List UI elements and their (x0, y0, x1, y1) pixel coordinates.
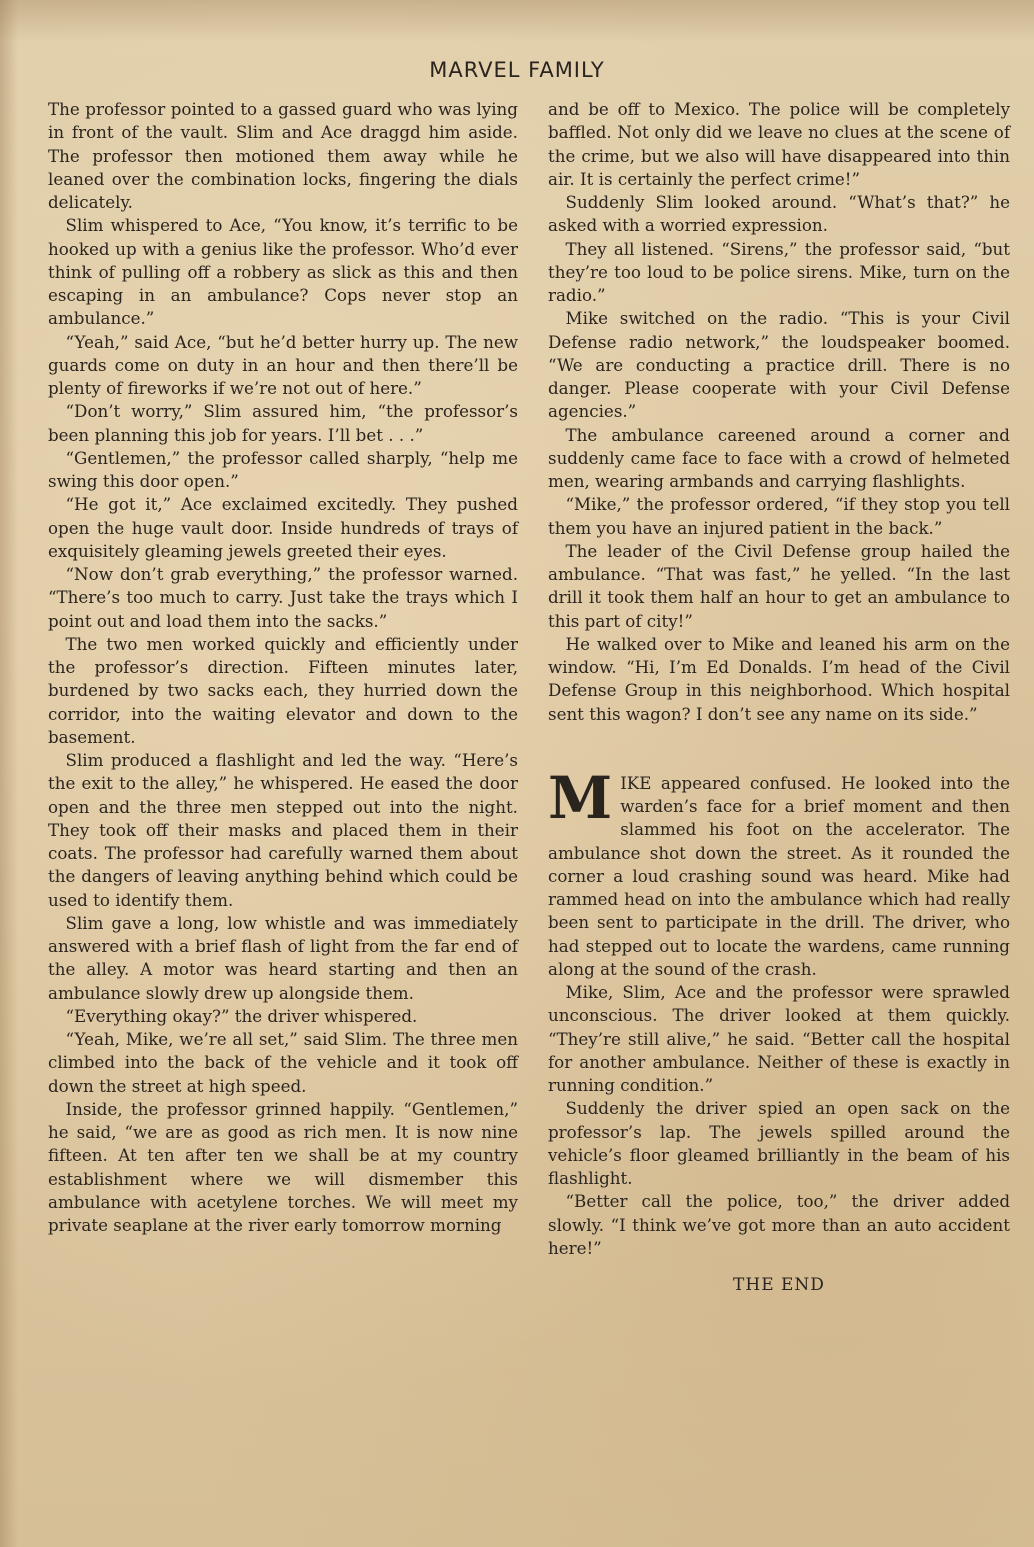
drop-cap: M (548, 763, 613, 832)
paragraph: Suddenly the driver spied an open sack on the professor’s lap. The jewels spilled around the vehicle’s floor gleamed brilliantly in the beam of his flashlight. (548, 1098, 1010, 1188)
paragraph: The professor pointed to a gassed guard who was lying in front of the vault. Slim and Ace draggd him aside. The professor then motioned them away while he leaned over the combination locks, fingering the dials delicately. (48, 99, 518, 212)
paragraph: “Now don’t grab everything,” the professor warned. “There’s too much to carry. Just take the trays which I point out and load them into the sacks.” (48, 564, 518, 631)
page-header: MARVEL FAMILY (429, 58, 605, 82)
paragraph: The two men worked quickly and efficiently under the professor’s direction. Fifteen minutes later, burdened by two sacks each, they hurried down the corridor, into the waiting elevator and down to the basement. (48, 633, 518, 747)
paragraph: “Mike,” the professor ordered, “if they stop you tell them you have an injured patient in the back.” (548, 494, 1010, 538)
paragraph: “He got it,” Ace exclaimed excitedly. They pushed open the huge vault door. Inside hundreds of trays of exquisitely gleaming jewels greeted their eyes. (48, 494, 518, 561)
paragraph: Slim produced a flashlight and led the way. “Here’s the exit to the alley,” he whispered. He eased the door open and the three men stepped out into the night. They took off their masks and placed them in their coats. The professor had carefully warned them about the dangers of leaving anything behind which could be used to identify them. (48, 750, 518, 910)
paragraph: “Better call the police, too,” the driver added slowly. “I think we’ve got more than an auto accident here!” (548, 1191, 1010, 1258)
left-column (48, 98, 518, 1237)
paragraph: Slim gave a long, low whistle and was immediately answered with a brief flash of light from the far end of the alley. A motor was heard starting and then an ambulance slowly drew up alongside them. (48, 912, 518, 1003)
paragraph: Slim whispered to Ace, “You know, it’s terrific to be hooked up with a genius like the professor. Who’d ever think of pulling off a robbery as slick as this and then escaping in an ambulance? Cops never stop an ambulance.” (48, 215, 518, 329)
paragraph-text: IKE appeared confused. He looked into the warden’s face for a brief moment and then slammed his foot on the accelerator. The ambulance shot down the street. As it rounded the corner a loud crashing sound was heard. Mike had rammed head on into the ambulance which had really been sent to participate in the drill. The driver, who had stepped out to locate the wardens, came running along at the sound of the crash. (548, 772, 1010, 979)
paragraph: The leader of the Civil Defense group hailed the ambulance. “That was fast,” he yelled. “In the last drill it took them half an hour to get an ambulance to this part of city!” (548, 540, 1010, 631)
paragraph: and be off to Mexico. The police will be completely baffled. Not only did we leave no clues at the scene of the crime, but we also will have disappeared into thin air. It is certainly the perfect crime!” (548, 99, 1010, 189)
section-break (548, 726, 1010, 772)
paragraph: Inside, the professor grinned happily. “Gentlemen,” he said, “we are as good as rich men. It is now nine fifteen. At ten after ten we shall be at my country establishment where we will dismember this ambulance with acetylene torches. We will meet my private seaplane at the river early tomorrow morning (48, 1098, 518, 1235)
paragraph: “Yeah,” said Ace, “but he’d better hurry up. The new guards come on duty in an hour and then there’ll be plenty of fireworks if we’re not out of here.” (48, 331, 518, 398)
paragraph-with-dropcap (548, 763, 1010, 981)
paragraph: They all listened. “Sirens,” the professor said, “but they’re too loud to be police sirens. Mike, turn on the radio.” (548, 238, 1010, 305)
paragraph: Mike, Slim, Ace and the professor were sprawled unconscious. The driver looked at them quickly. “They’re still alive,” he said. “Better call the hospital for another ambulance. Neither of these is exactly in running condition.” (548, 982, 1010, 1095)
right-column (548, 98, 1010, 1297)
paragraph: Mike switched on the radio. “This is your Civil Defense radio network,” the loudspeaker boomed. “We are conducting a practice drill. There is no danger. Please cooperate with your Civil Defense agencies.” (548, 308, 1010, 422)
paragraph: Suddenly Slim looked around. “What’s that?” he asked with a worried expression. (548, 192, 1010, 236)
paragraph: “Everything okay?” the driver whispered. (65, 1005, 418, 1026)
paragraph: “Don’t worry,” Slim assured him, “the professor’s been planning this job for years. I’ll bet . . .” (48, 401, 518, 445)
paragraph: “Yeah, Mike, we’re all set,” said Slim. The three men climbed into the back of the vehicle and it took off down the street at high speed. (48, 1029, 518, 1096)
the-end-label: THE END (733, 1275, 825, 1295)
paragraph: He walked over to Mike and leaned his arm on the window. “Hi, I’m Ed Donalds. I’m head of the Civil Defense Group in this neighborhood. Which hospital sent this wagon? I don’t see any name on its side.” (548, 633, 1010, 724)
paragraph: The ambulance careened around a corner and suddenly came face to face with a crowd of helmeted men, wearing armbands and carrying flashlights. (548, 424, 1010, 491)
paragraph: “Gentlemen,” the professor called sharply, “help me swing this door open.” (48, 447, 518, 491)
